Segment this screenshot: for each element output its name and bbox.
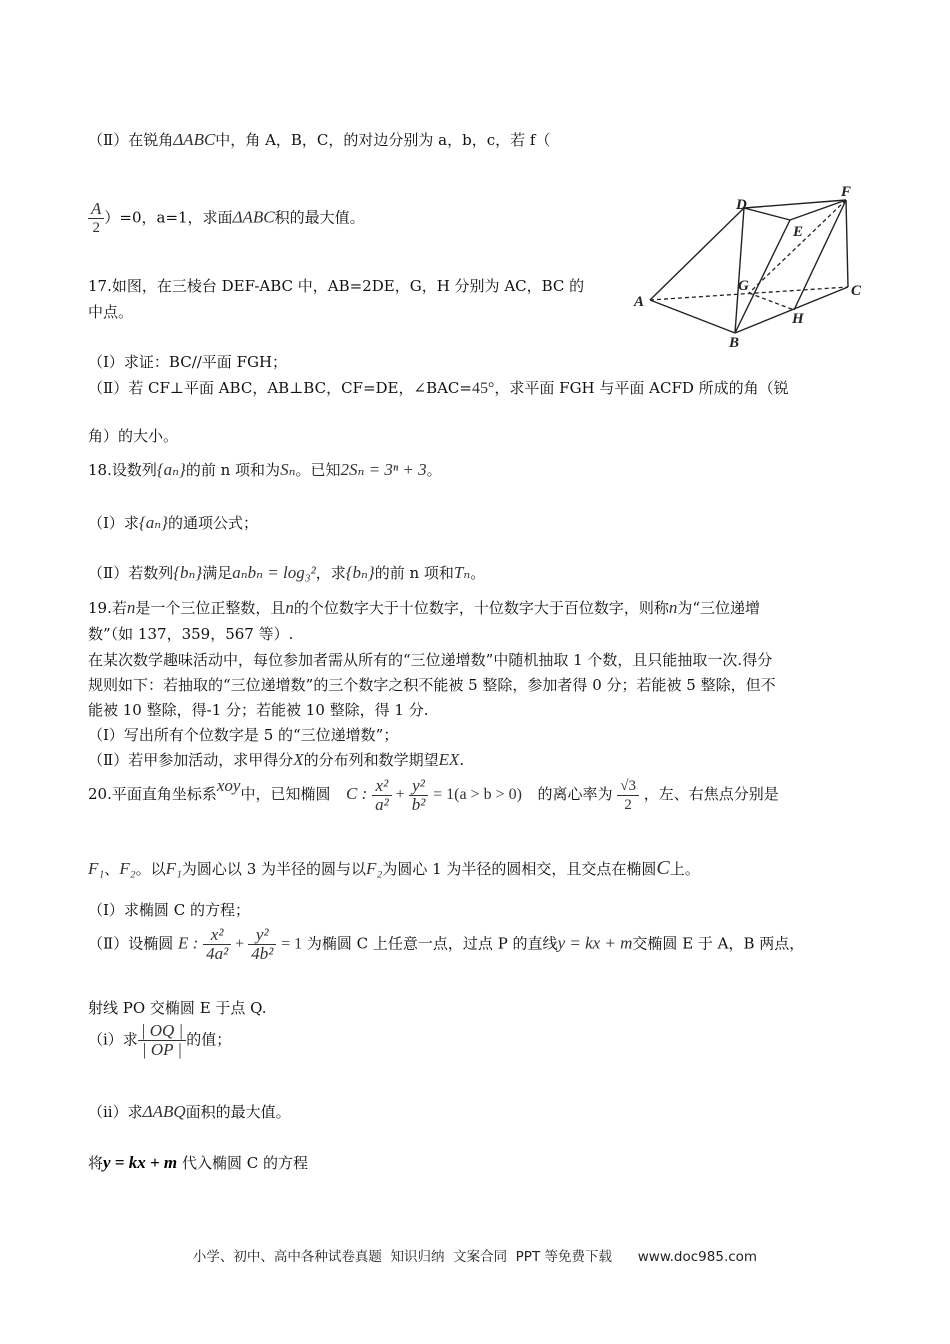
q17-part1: （Ⅰ）求证：BC//平面 FGH； (88, 353, 288, 371)
q20-part1: （Ⅰ）求椭圆 C 的方程； (88, 901, 250, 919)
edge-df (744, 200, 846, 208)
q19-line3: 在某次数学趣味活动中，每位参加者需从所有的“三位递增数”中随机抽取 1 个数，且只能抽取一次.得分 (88, 651, 773, 669)
q20-part2: （Ⅱ）设椭圆 E : $\frac{\text{x²}}{\text{4a²}}$ + $\frac{\text{y²}}{\text{4b²}}$ = 1 为椭圆 C 上任意一点，过点 P 的直线y = kx + m交椭圆 E 于 A，B 两点， (88, 925, 805, 963)
label-e: E (793, 224, 804, 240)
q19-part2: （Ⅱ）若甲参加活动，求甲得分X的分布列和数学期望EX. (88, 750, 465, 769)
fraction-y2-b2: $\frac{\text{y²}}{\text{b²}}$ (409, 777, 429, 814)
q20-last-line: 将y = kx + m 代入椭圆 C 的方程 (88, 1153, 308, 1172)
q17-line1: 17.如图，在三棱台 DEF-ABC 中，AB=2DE，G，H 分别为 AC，BC 的 (88, 277, 585, 295)
q16-part2-line1: （Ⅱ）在锐角ΔABC中，角 A，B，C，的对边分别为 a，b，c，若 f（ (88, 130, 551, 149)
q20-line1: 20.平面直角坐标系xoy中，已知椭圆 C : $\frac{\text{x²}}{\text{a²}}$ + $\frac{\text{y²}}{\text{b²}}$ = 1(a > b > 0) 的离心率为 $\frac{√3}{2}$ ，左、右焦点分别是 (88, 775, 779, 814)
label-d: D (736, 197, 747, 213)
fraction-oq-op: $\frac{| OQ |}{| OP |}$ (138, 1022, 186, 1059)
q19-line4: 规则如下：若抽取的“三位递增数”的三个数字之积不能被 5 整除，参加者得 0 分；若能被 5 整除，但不 (88, 676, 776, 694)
q20-line2: F₁、F₂。以F₁为圆心以 3 为半径的圆与以F₂为圆心 1 为半径的圆相交，且交点在椭圆C上。 (88, 857, 700, 879)
q16-part2-line2: $\frac{A}{2}$ ）=0，a=1，求面ΔABC积的最大值。 (88, 200, 365, 237)
edge-fg-hidden (749, 200, 846, 293)
frustum-diagram (628, 180, 868, 350)
edge-ab (650, 300, 735, 333)
edge-eb (735, 220, 790, 333)
q17-part2: （Ⅱ）若 CF⊥平面 ABC，AB⊥BC，CF=DE，∠BAC=45°，求平面 FGH 与平面 ACFD 所成的角（锐 (88, 379, 789, 397)
math-triangle-abc: ΔABC (173, 130, 216, 149)
q18-part1: （Ⅰ）求{aₙ}的通项公式； (88, 513, 258, 532)
edge-db (735, 208, 744, 333)
q19-part1: （Ⅰ）写出所有个位数字是 5 的“三位递增数”； (88, 726, 399, 744)
fraction-x2-4a2: $\frac{\text{x²}}{\text{4a²}}$ (203, 926, 231, 963)
edge-de (744, 208, 790, 220)
q18-part2: （Ⅱ）若数列{bₙ}满足aₙbₙ = log₃²，求{bₙ}的前 n 项和Tₙ。 (88, 563, 486, 582)
label-f: F (841, 184, 852, 200)
q19-line1: 19.若n是一个三位正整数，且n的个位数字大于十位数字，十位数字大于百位数字，则称n为“三位递增 (88, 598, 761, 617)
q20-part2-cont: 射线 PO 交椭圆 E 于点 Q. (88, 999, 267, 1017)
footer-site-link[interactable]: www.doc985.com (637, 1249, 758, 1265)
fraction-sqrt3-over-2: $\frac{√3}{2}$ (617, 777, 639, 814)
q20-sub1: （i）求 $\frac{| OQ |}{| OP |}$ 的值； (88, 1021, 232, 1059)
label-a: A (634, 294, 645, 310)
label-c: C (851, 283, 862, 299)
q19-line5: 能被 10 整除，得-1 分；若能被 10 整除，得 1 分. (88, 701, 429, 719)
edge-ad (650, 208, 744, 300)
edge-fc (846, 200, 848, 287)
label-h: H (792, 311, 804, 327)
q19-line2: 数”（如 137，359，567 等）. (88, 625, 294, 643)
label-g: G (738, 278, 749, 294)
q17-part2-cont: 角）的大小。 (88, 427, 179, 445)
q17-line2: 中点。 (88, 303, 134, 321)
edge-gh-hidden (749, 293, 794, 310)
fraction-x2-a2: $\frac{\text{x²}}{\text{a²}}$ (372, 777, 392, 814)
page-footer: 小学、初中、高中各种试卷真题 知识归纳 文案合同 PPT 等免费下载 www.doc985.com (192, 1249, 758, 1265)
q18-line1: 18.设数列{aₙ}的前 n 项和为Sₙ。已知2Sₙ = 3ⁿ + 3。 (88, 460, 442, 479)
fraction-y2-4b2: $\frac{\text{y²}}{\text{4b²}}$ (248, 926, 276, 963)
label-b: B (729, 335, 740, 350)
fraction-a-over-2: $\frac{A}{2}$ (88, 200, 104, 237)
q20-sub2: （ii）求ΔABQ面积的最大值。 (88, 1102, 291, 1121)
